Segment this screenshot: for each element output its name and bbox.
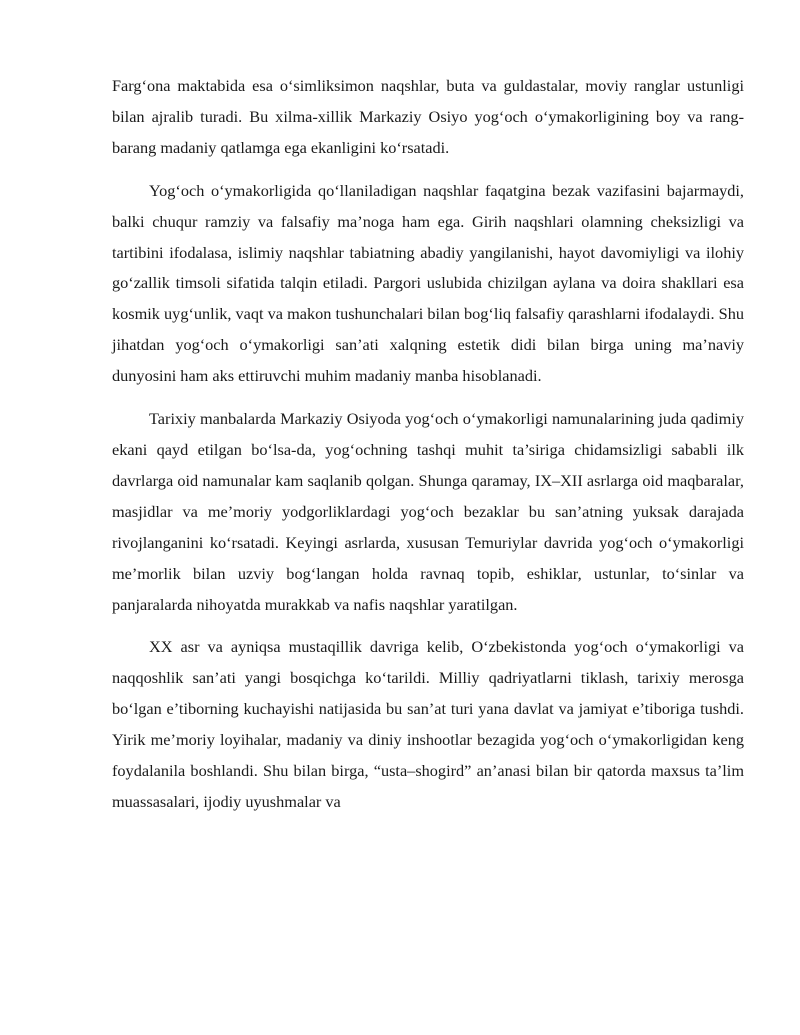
paragraph-2: Yog‘och o‘ymakorligida qo‘llaniladigan naqshlar faqatgina bezak vazifasini bajarmaydi, balki chuqur ramziy va falsafiy ma’noga ham ega. Girih naqshlari olamning cheksizligi va tartibini ifodalasa, islimiy naqshlar tabiatning abadiy yangilanishi, hayot davomiyligi va ilohiy go‘zallik timsoli sifatida talqin etiladi. Pargori uslubida chizilgan aylana va doira shakllari esa kosmik uyg‘unlik, vaqt va makon tushunchalari bilan bog‘liq falsafiy qarashlarni ifodalaydi. Shu jihatdan yog‘och o‘ymakorligi san’ati xalqning estetik didi bilan birga uning ma’naviy dunyosini ham aks ettiruvchi muhim madaniy manba hisoblanadi. (112, 180, 744, 386)
paragraph-4: XX asr va ayniqsa mustaqillik davriga kelib, O‘zbekistonda yog‘och o‘ymakorligi va naqqoshlik san’ati yangi bosqichga ko‘tarildi. Milliy qadriyatlarni tiklash, tarixiy merosga bo‘lgan e’tiborning kuchayishi natijasida bu san’at turi yana davlat va jamiyat e’tiboriga tushdi. Yirik me’moriy loyihalar, madaniy va diniy inshootlar bezagida yog‘och o‘ymakorligidan keng foydalanila boshlandi. Shu bilan birga, “usta–shogird” an’anasi bilan bir qatorda maxsus ta’lim muassasalari, ijodiy uyushmalar va (112, 637, 744, 811)
document-page (112, 71, 744, 830)
paragraph-3: Tarixiy manbalarda Markaziy Osiyoda yog‘och o‘ymakorligi namunalarining juda qadimiy ekani qayd etilgan bo‘lsa-da, yog‘ochning tashqi muhit ta’siriga chidamsizligi sababli ilk davrlarga oid namunalar kam saqlanib qolgan. Shunga qaramay, IX–XII asrlarga oid maqbaralar, masjidlar va me’moriy yodgorliklardagi yog‘och bezaklar bu san’atning yuksak darajada rivojlanganini ko‘rsatadi. Keyingi asrlarda, xususan Temuriylar davrida yog‘och o‘ymakorligi me’morlik bilan uzviy bog‘langan holda ravnaq topib, eshiklar, ustunlar, to‘sinlar va panjaralarda nihoyatda murakkab va nafis naqshlar yaratilgan. (112, 409, 744, 614)
paragraph-1: Farg‘ona maktabida esa o‘simliksimon naqshlar, buta va guldastalar, moviy ranglar ustunligi bilan ajralib turadi. Bu xilma-xillik Markaziy Osiyo yog‘och o‘ymakorligining boy va rang-barang madaniy qatlamga ega ekanligini ko‘rsatadi. (112, 76, 744, 157)
